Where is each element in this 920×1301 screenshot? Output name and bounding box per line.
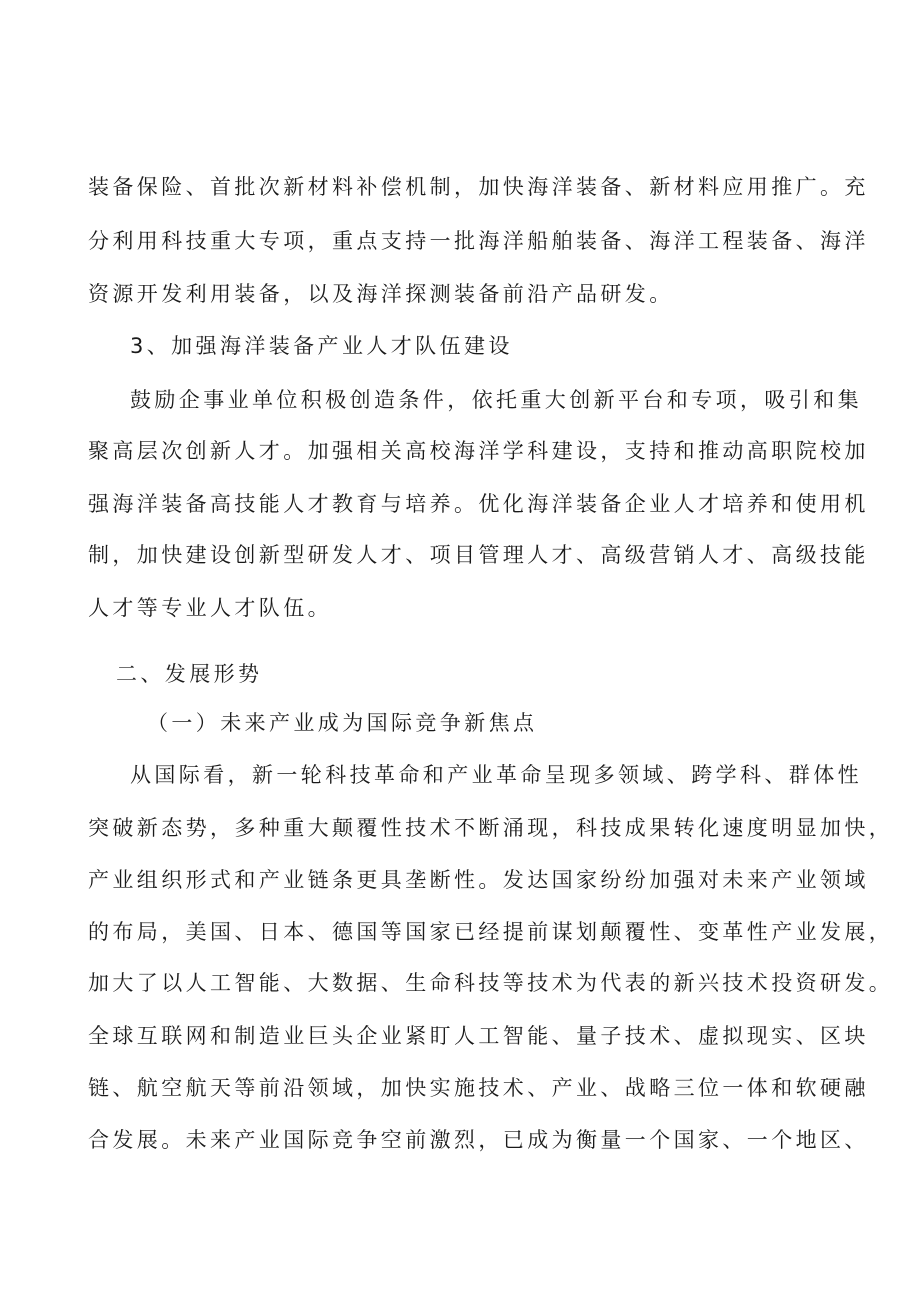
subsection-heading: （一）未来产业成为国际竞争新焦点 (147, 711, 538, 735)
body-text-line: 强海洋装备高技能人才教育与培养。优化海洋装备企业人才培养和使用机 (88, 492, 869, 516)
chapter-heading: 二、发展形势 (116, 662, 263, 686)
body-text-line: 制，加快建设创新型研发人才、项目管理人才、高级营销人才、高级技能 (88, 543, 869, 567)
section-heading: 3、加强海洋装备产业人才队伍建设 (130, 334, 513, 358)
body-text-line: 鼓励企事业单位积极创造条件，依托重大创新平台和专项，吸引和集 (130, 388, 862, 412)
body-text-line: 资源开发利用装备，以及海洋探测装备前沿产品研发。 (88, 282, 674, 306)
body-text-line: 加大了以人工智能、大数据、生命科技等技术为代表的新兴技术投资研发。 (88, 971, 894, 995)
body-text-line: 合发展。未来产业国际竞争空前激烈，已成为衡量一个国家、一个地区、 (88, 1128, 869, 1152)
body-text-line: 的布局，美国、日本、德国等国家已经提前谋划颠覆性、变革性产业发展， (88, 920, 894, 944)
body-text-line: 从国际看，新一轮科技革命和产业革命呈现多领域、跨学科、群体性 (130, 763, 862, 787)
body-text-line: 人才等专业人才队伍。 (88, 596, 332, 620)
body-text-line: 聚高层次创新人才。加强相关高校海洋学科建设，支持和推动高职院校加 (88, 439, 869, 463)
body-text-line: 链、航空航天等前沿领域，加快实施技术、产业、战略三位一体和软硬融 (88, 1076, 869, 1100)
body-text-line: 产业组织形式和产业链条更具垄断性。发达国家纷纷加强对未来产业领域 (88, 868, 869, 892)
body-text-line: 突破新态势，多种重大颠覆性技术不断涌现，科技成果转化速度明显加快， (88, 816, 894, 840)
body-text-line: 全球互联网和制造业巨头企业紧盯人工智能、量子技术、虚拟现实、区块 (88, 1024, 869, 1048)
body-text-line: 装备保险、首批次新材料补偿机制，加快海洋装备、新材料应用推广。充 (88, 175, 869, 199)
body-text-line: 分利用科技重大专项，重点支持一批海洋船舶装备、海洋工程装备、海洋 (88, 229, 869, 253)
